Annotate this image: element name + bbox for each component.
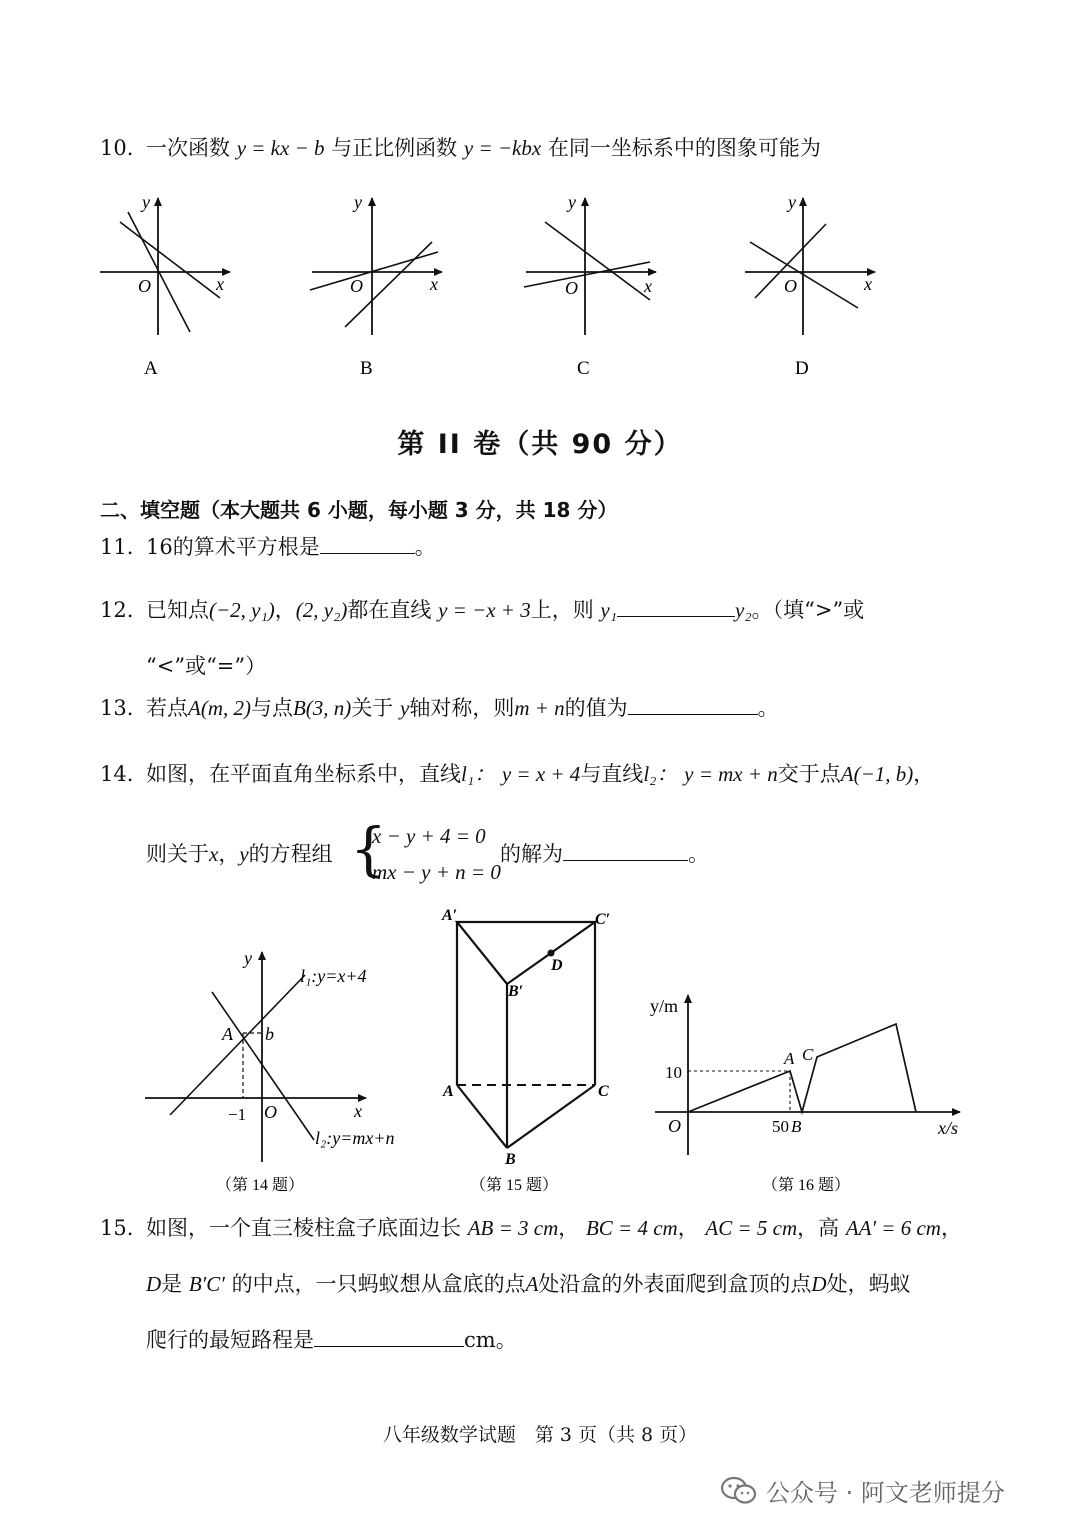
origin-label: O — [784, 276, 797, 296]
page-footer: 八年级数学试题 第 3 页（共 8 页） — [382, 1424, 698, 1446]
option-a-graph — [100, 192, 230, 379]
q14-system-eq2: mx − y + n = 0 — [372, 860, 501, 884]
watermark — [720, 1472, 1005, 1508]
q15-line2: D是 B′C′ 的中点，一只蚂蚁想从盒底的点A处沿盒的外表面爬到盒顶的点D处，蚂蚁 — [146, 1272, 911, 1296]
q12-stem: 12. 已知点(−2, y₁)，(2, y₂)都在直线 y = −x + 3上，则 y₁ y₂。（填“>”或 — [100, 598, 865, 622]
axis-y-label: y — [568, 192, 576, 212]
q15-line3: 爬行的最短路程是 cm。 — [146, 1328, 517, 1352]
axis-x-label: x — [216, 274, 224, 294]
figure-14 — [145, 948, 395, 1194]
fig14-l2-label: l₂:y=mx+n — [315, 1128, 395, 1148]
fig15-b1-label: B′ — [508, 983, 524, 1000]
axis-y-label: y — [788, 192, 796, 212]
fig14-b-label: b — [265, 1024, 274, 1044]
fig14-origin-label: O — [264, 1102, 277, 1122]
option-c-graph — [524, 192, 656, 379]
fig15-c-label: C — [598, 1083, 609, 1100]
figures-row — [130, 900, 980, 1200]
option-d-graph — [745, 192, 875, 379]
q10-options-figures — [90, 190, 910, 390]
section-subtitle: 二、填空题（本大题共 6 小题，每小题 3 分，共 18 分） — [100, 498, 618, 522]
option-d-label: D — [795, 358, 809, 379]
fig16-a-label: A — [784, 1049, 795, 1068]
fig16-origin: O — [668, 1116, 681, 1136]
option-b-graph — [310, 192, 442, 379]
origin-label: O — [565, 278, 578, 298]
q14-answer-blank[interactable] — [563, 840, 688, 861]
q11-stem: 11. 16的算术平方根是 。 — [100, 535, 436, 559]
q14-line2-left: 则关于x，y的方程组 — [146, 842, 333, 866]
q10-stem: 10. 一次函数 y = kx − b 与正比例函数 y = −kbx 在同一坐标系中的图象可能为 — [100, 136, 821, 160]
fig16-c-label: C — [802, 1045, 814, 1064]
fig14-l1-label: l₁:y=x+4 — [300, 966, 367, 986]
figure-16 — [650, 995, 960, 1194]
q13-answer-blank[interactable] — [628, 694, 758, 715]
fig16-xlabel: x/s — [938, 1118, 958, 1138]
fig16-b-label: B — [791, 1117, 802, 1136]
q14-stem: 14. 如图，在平面直角坐标系中，直线l₁： y = x + 4与直线l₂： y = mx + n交于点A(−1, b)， — [100, 762, 935, 786]
q14-system-eq1: x − y + 4 = 0 — [372, 824, 486, 848]
axis-y-label: y — [142, 192, 150, 212]
q15-answer-blank[interactable] — [314, 1326, 464, 1347]
system-brace: { — [350, 815, 387, 883]
option-c-label: C — [577, 358, 590, 379]
fig14-caption: （第 14 题） — [216, 1177, 305, 1194]
fig16-y-tick: 10 — [665, 1063, 682, 1082]
axis-x-label: x — [430, 274, 438, 294]
fig15-d-label: D — [551, 957, 563, 974]
fig15-b-label: B — [505, 1151, 516, 1168]
q12-line2: “<”或“=”） — [146, 654, 267, 678]
fig15-c1-label: C′ — [595, 911, 611, 928]
origin-label: O — [350, 276, 363, 296]
axis-x-label: x — [864, 274, 872, 294]
q11-answer-blank[interactable] — [320, 533, 415, 554]
fig16-x-tick: 50 — [772, 1117, 789, 1136]
axis-y-label: y — [354, 192, 362, 212]
fig16-caption: （第 16 题） — [762, 1177, 851, 1194]
q12-answer-blank[interactable] — [617, 596, 735, 617]
option-b-label: B — [360, 358, 373, 379]
fig15-a-label: A — [443, 1083, 454, 1100]
origin-label: O — [138, 276, 151, 296]
section-title: 第 II 卷（共 90 分） — [397, 429, 683, 460]
fig15-a1-label: A′ — [442, 907, 458, 924]
fig16-ylabel: y/m — [650, 996, 679, 1016]
wechat-icon — [720, 1475, 758, 1505]
axis-x-label: x — [644, 276, 652, 296]
option-a-label: A — [144, 358, 158, 379]
fig14-x-label: x — [354, 1101, 362, 1121]
q13-stem: 13. 若点A(m, 2)与点B(3, n)关于 y轴对称，则m + n的值为 。 — [100, 696, 779, 720]
fig14-neg1-label: −1 — [228, 1105, 247, 1124]
watermark-text: 公众号 · 阿文老师提分 — [766, 1478, 1005, 1507]
fig15-caption: （第 15 题） — [470, 1177, 559, 1194]
figure-15 — [441, 907, 610, 1194]
q14-line2-right: 的解为 。 — [500, 842, 709, 866]
fig14-y-label: y — [244, 948, 252, 968]
q15-stem: 15. 如图，一个直三棱柱盒子底面边长 AB = 3 cm， BC = 4 cm， AC = 5 cm，高 AA′ = 6 cm， — [100, 1216, 962, 1240]
fig14-a-label: A — [222, 1024, 233, 1044]
